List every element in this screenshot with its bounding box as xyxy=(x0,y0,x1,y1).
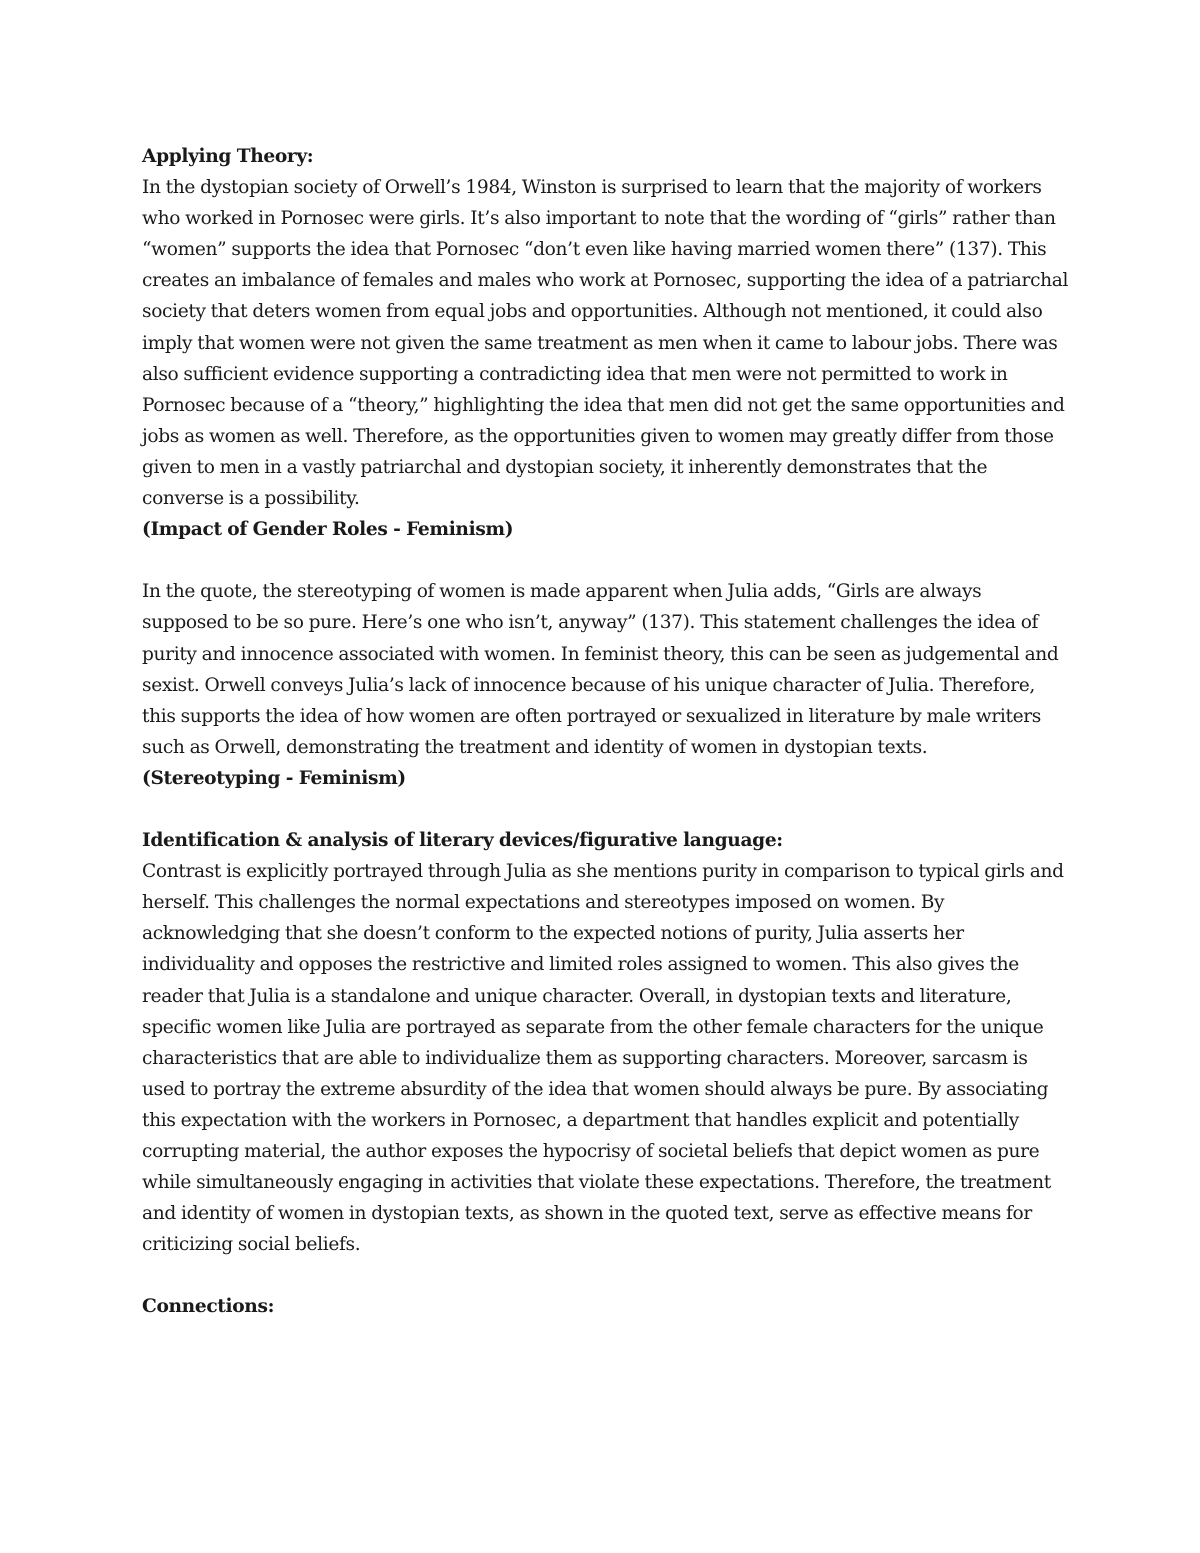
literary-devices-paragraph: Contrast is explicitly portrayed through Julia as she mentions purity in comparison to typical girls and herself. This challenges the normal expectations and stereotypes imposed on women. By acknowledging that she doesn’t conform to the expected notions of purity, Julia asserts her individuality and opposes the restrictive and limited roles assigned to women. This also gives the reader that Julia is a standalone and unique character. Overall, in dystopian texts and literature, specific women like Julia are portrayed as separate from the other female characters for the unique characteristics that are able to individualize them as supporting characters. Moreover, sarcasm is used to portray the extreme absurdity of the idea that women should always be pure. By associating this expectation with the workers in Pornosec, a department that handles explicit and potentially corrupting material, the author exposes the hypocrisy of societal beliefs that depict women as pure while simultaneously engaging in activities that violate these expectations. Therefore, the treatment and identity of women in dystopian texts, as shown in the quoted text, serve as effective means for criticizing social beliefs. xyxy=(142,861,1064,1256)
document-body xyxy=(142,141,1072,1323)
blank-line xyxy=(142,794,1072,825)
applying-theory-heading: Applying Theory: xyxy=(142,146,314,167)
impact-of-gender-roles-label: (Impact of Gender Roles - Feminism) xyxy=(142,519,514,541)
stereotyping-label: (Stereotyping - Feminism) xyxy=(142,767,406,789)
quote-analysis-paragraph: In the quote, the stereotyping of women is made apparent when Julia adds, “Girls are always supposed to be so pure. Here’s one who isn’t, anyway” (137). This statement challenges the idea of purity and innocence associated with women. In feminist theory, this can be seen as judgemental and sexist. Orwell conveys Julia’s lack of innocence because of his unique character of Julia. Therefore, this supports the idea of how women are often portrayed or sexualized in literature by male writers such as Orwell, demonstrating the treatment and identity of women in dystopian texts. xyxy=(142,581,1059,758)
literary-devices-heading: Identification & analysis of literary devices/figurative language: xyxy=(142,830,783,852)
blank-line xyxy=(142,545,1072,576)
applying-theory-paragraph: In the dystopian society of Orwell’s 1984, Winston is surprised to learn that the majority of workers who worked in Pornosec were girls. It’s also important to note that the wording of “girls” rather than “women” supports the idea that Pornosec “don’t even like having married women there” (137). This creates an imbalance of females and males who work at Pornosec, supporting the idea of a patriarchal society that deters women from equal jobs and opportunities. Although not mentioned, it could also imply that women were not given the same treatment as men when it came to labour jobs. There was also sufficient evidence supporting a contradicting idea that men were not permitted to work in Pornosec because of a “theory,” highlighting the idea that men did not get the same opportunities and jobs as women as well. Therefore, as the opportunities given to women may greatly differ from those given to men in a vastly patriarchal and dystopian society, it inherently demonstrates that the converse is a possibility. xyxy=(142,177,1069,510)
blank-line xyxy=(142,1260,1072,1291)
connections-heading: Connections: xyxy=(142,1296,275,1318)
